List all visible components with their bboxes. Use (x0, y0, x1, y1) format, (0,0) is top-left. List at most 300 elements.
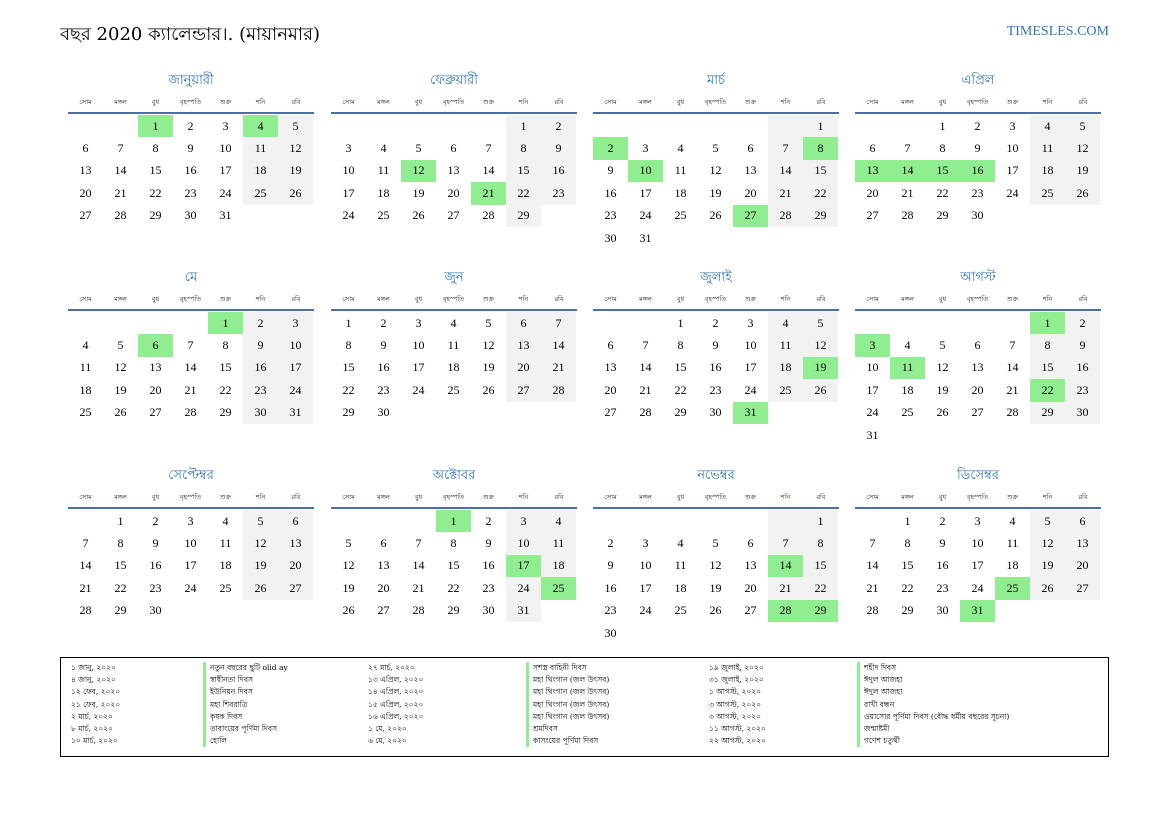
day-cell[interactable]: 22 (506, 182, 541, 204)
day-cell[interactable]: 29 (936, 208, 949, 223)
day-cell[interactable]: 4 (904, 338, 911, 353)
day-cell[interactable]: 11 (674, 163, 687, 178)
day-cell[interactable]: 28 (184, 405, 197, 420)
day-cell[interactable]: 11 (447, 338, 460, 353)
day-cell[interactable]: 25 (901, 405, 914, 420)
day-cell[interactable]: 2 (593, 137, 628, 159)
day-cell[interactable]: 6 (1065, 510, 1100, 532)
day-cell[interactable]: 20 (149, 382, 162, 397)
day-cell[interactable]: 19 (936, 382, 949, 397)
day-cell[interactable]: 9 (939, 536, 946, 551)
day-cell[interactable]: 1 (904, 513, 911, 528)
day-cell[interactable]: 20 (377, 580, 390, 595)
day-cell[interactable]: 15 (901, 558, 914, 573)
day-cell[interactable]: 28 (79, 603, 92, 618)
day-cell[interactable]: 6 (82, 141, 89, 156)
day-cell[interactable]: 9 (541, 137, 576, 159)
day-cell[interactable]: 11 (219, 536, 232, 551)
day-cell[interactable]: 16 (936, 558, 949, 573)
day-cell[interactable]: 14 (541, 334, 576, 356)
day-cell[interactable]: 28 (901, 208, 914, 223)
day-cell[interactable]: 18 (674, 185, 687, 200)
day-cell[interactable]: 9 (152, 536, 159, 551)
day-cell[interactable]: 26 (803, 379, 838, 401)
day-cell[interactable]: 2 (243, 312, 278, 334)
day-cell[interactable]: 11 (243, 137, 278, 159)
day-cell[interactable]: 27 (733, 205, 768, 227)
day-cell[interactable]: 22 (936, 185, 949, 200)
day-cell[interactable]: 16 (541, 160, 576, 182)
day-cell[interactable]: 27 (971, 405, 984, 420)
day-cell[interactable]: 2 (1065, 312, 1100, 334)
day-cell[interactable]: 20 (971, 382, 984, 397)
day-cell[interactable]: 3 (642, 141, 649, 156)
day-cell[interactable]: 16 (377, 360, 390, 375)
day-cell[interactable]: 12 (482, 338, 495, 353)
day-cell[interactable]: 1 (939, 118, 946, 133)
day-cell[interactable]: 17 (639, 185, 652, 200)
day-cell[interactable]: 7 (768, 137, 803, 159)
day-cell[interactable]: 10 (278, 334, 313, 356)
day-cell[interactable]: 15 (219, 360, 232, 375)
day-cell[interactable]: 15 (149, 163, 162, 178)
day-cell[interactable]: 14 (1006, 360, 1019, 375)
day-cell[interactable]: 1 (677, 315, 684, 330)
day-cell[interactable]: 6 (380, 536, 387, 551)
day-cell[interactable]: 22 (149, 185, 162, 200)
day-cell[interactable]: 8 (222, 338, 229, 353)
day-cell[interactable]: 31 (219, 208, 232, 223)
day-cell[interactable]: 18 (768, 357, 803, 379)
day-cell[interactable]: 28 (768, 600, 803, 622)
day-cell[interactable]: 25 (674, 208, 687, 223)
day-cell[interactable]: 21 (114, 185, 127, 200)
day-cell[interactable]: 12 (709, 558, 722, 573)
day-cell[interactable]: 24 (639, 208, 652, 223)
day-cell[interactable]: 10 (1006, 141, 1019, 156)
day-cell[interactable]: 14 (768, 160, 803, 182)
day-cell[interactable]: 4 (677, 141, 684, 156)
day-cell[interactable]: 31 (506, 600, 541, 622)
day-cell[interactable]: 3 (1009, 118, 1016, 133)
day-cell[interactable]: 7 (768, 532, 803, 554)
day-cell[interactable]: 28 (1006, 405, 1019, 420)
day-cell[interactable]: 30 (184, 208, 197, 223)
day-cell[interactable]: 30 (482, 603, 495, 618)
day-cell[interactable]: 13 (149, 360, 162, 375)
day-cell[interactable]: 27 (278, 577, 313, 599)
day-cell[interactable]: 17 (412, 360, 425, 375)
day-cell[interactable]: 12 (936, 360, 949, 375)
day-cell[interactable]: 9 (1065, 334, 1100, 356)
day-cell[interactable]: 23 (377, 382, 390, 397)
day-cell[interactable]: 1 (803, 510, 838, 532)
day-cell[interactable]: 17 (342, 185, 355, 200)
day-cell[interactable]: 23 (604, 603, 617, 618)
day-cell[interactable]: 22 (803, 577, 838, 599)
day-cell[interactable]: 9 (187, 141, 194, 156)
day-cell[interactable]: 14 (866, 558, 879, 573)
day-cell[interactable]: 15 (674, 360, 687, 375)
day-cell[interactable]: 27 (149, 405, 162, 420)
day-cell[interactable]: 13 (1065, 532, 1100, 554)
day-cell[interactable]: 20 (447, 185, 460, 200)
day-cell[interactable]: 3 (278, 312, 313, 334)
day-cell[interactable]: 28 (114, 208, 127, 223)
day-cell[interactable]: 25 (995, 577, 1030, 599)
day-cell[interactable]: 29 (1030, 402, 1065, 424)
day-cell[interactable]: 17 (506, 555, 541, 577)
day-cell[interactable]: 16 (709, 360, 722, 375)
day-cell[interactable]: 13 (744, 163, 757, 178)
day-cell[interactable]: 24 (412, 382, 425, 397)
day-cell[interactable]: 27 (866, 208, 879, 223)
day-cell[interactable]: 19 (278, 160, 313, 182)
day-cell[interactable]: 15 (925, 160, 960, 182)
day-cell[interactable]: 29 (114, 603, 127, 618)
day-cell[interactable]: 27 (79, 208, 92, 223)
day-cell[interactable]: 2 (187, 118, 194, 133)
day-cell[interactable]: 10 (506, 532, 541, 554)
day-cell[interactable]: 8 (1030, 334, 1065, 356)
day-cell[interactable]: 21 (639, 382, 652, 397)
day-cell[interactable]: 22 (342, 382, 355, 397)
day-cell[interactable]: 7 (541, 312, 576, 334)
day-cell[interactable]: 11 (768, 334, 803, 356)
day-cell[interactable]: 21 (866, 580, 879, 595)
day-cell[interactable]: 11 (541, 532, 576, 554)
day-cell[interactable]: 2 (939, 513, 946, 528)
day-cell[interactable]: 21 (79, 580, 92, 595)
site-link[interactable]: TIMESLES.COM (1006, 24, 1109, 39)
day-cell[interactable]: 1 (345, 315, 352, 330)
day-cell[interactable]: 19 (803, 357, 838, 379)
day-cell[interactable]: 8 (345, 338, 352, 353)
day-cell[interactable]: 26 (482, 382, 495, 397)
day-cell[interactable]: 22 (114, 580, 127, 595)
day-cell[interactable]: 17 (744, 360, 757, 375)
day-cell[interactable]: 26 (243, 577, 278, 599)
day-cell[interactable]: 23 (1065, 379, 1100, 401)
day-cell[interactable]: 12 (1030, 532, 1065, 554)
day-cell[interactable]: 27 (604, 405, 617, 420)
day-cell[interactable]: 1 (803, 115, 838, 137)
day-cell[interactable]: 18 (541, 555, 576, 577)
day-cell[interactable]: 21 (471, 182, 506, 204)
day-cell[interactable]: 31 (733, 402, 768, 424)
day-cell[interactable]: 21 (541, 357, 576, 379)
day-cell[interactable]: 12 (243, 532, 278, 554)
day-cell[interactable]: 24 (1006, 185, 1019, 200)
day-cell[interactable]: 24 (184, 580, 197, 595)
day-cell[interactable]: 30 (1065, 402, 1100, 424)
day-cell[interactable]: 16 (1065, 357, 1100, 379)
day-cell[interactable]: 22 (219, 382, 232, 397)
day-cell[interactable]: 5 (712, 536, 719, 551)
day-cell[interactable]: 3 (747, 315, 754, 330)
day-cell[interactable]: 28 (482, 208, 495, 223)
day-cell[interactable]: 5 (415, 141, 422, 156)
day-cell[interactable]: 17 (971, 558, 984, 573)
day-cell[interactable]: 1 (506, 115, 541, 137)
day-cell[interactable]: 22 (803, 182, 838, 204)
day-cell[interactable]: 9 (974, 141, 981, 156)
day-cell[interactable]: 18 (901, 382, 914, 397)
day-cell[interactable]: 23 (971, 185, 984, 200)
day-cell[interactable]: 30 (709, 405, 722, 420)
day-cell[interactable]: 25 (219, 580, 232, 595)
day-cell[interactable]: 25 (674, 603, 687, 618)
day-cell[interactable]: 31 (278, 402, 313, 424)
day-cell[interactable]: 23 (604, 208, 617, 223)
day-cell[interactable]: 27 (1065, 577, 1100, 599)
day-cell[interactable]: 24 (971, 580, 984, 595)
day-cell[interactable]: 13 (506, 334, 541, 356)
day-cell[interactable]: 10 (184, 536, 197, 551)
day-cell[interactable]: 10 (219, 141, 232, 156)
day-cell[interactable]: 20 (278, 555, 313, 577)
day-cell[interactable]: 26 (1030, 577, 1065, 599)
day-cell[interactable]: 7 (642, 338, 649, 353)
day-cell[interactable]: 22 (447, 580, 460, 595)
day-cell[interactable]: 5 (345, 536, 352, 551)
day-cell[interactable]: 20 (506, 357, 541, 379)
day-cell[interactable]: 2 (485, 513, 492, 528)
day-cell[interactable]: 23 (243, 379, 278, 401)
day-cell[interactable]: 17 (219, 163, 232, 178)
day-cell[interactable]: 28 (541, 379, 576, 401)
day-cell[interactable]: 22 (1030, 379, 1065, 401)
day-cell[interactable]: 21 (184, 382, 197, 397)
day-cell[interactable]: 11 (1006, 536, 1019, 551)
day-cell[interactable]: 18 (219, 558, 232, 573)
day-cell[interactable]: 3 (415, 315, 422, 330)
day-cell[interactable]: 23 (149, 580, 162, 595)
day-cell[interactable]: 26 (709, 208, 722, 223)
day-cell[interactable]: 23 (184, 185, 197, 200)
day-cell[interactable]: 4 (82, 338, 89, 353)
day-cell[interactable]: 4 (380, 141, 387, 156)
day-cell[interactable]: 18 (79, 382, 92, 397)
day-cell[interactable]: 7 (415, 536, 422, 551)
day-cell[interactable]: 14 (79, 558, 92, 573)
day-cell[interactable]: 3 (187, 513, 194, 528)
day-cell[interactable]: 1 (138, 115, 173, 137)
day-cell[interactable]: 17 (639, 580, 652, 595)
day-cell[interactable]: 9 (607, 163, 614, 178)
day-cell[interactable]: 7 (187, 338, 194, 353)
day-cell[interactable]: 6 (607, 338, 614, 353)
day-cell[interactable]: 8 (506, 137, 541, 159)
day-cell[interactable]: 30 (971, 208, 984, 223)
day-cell[interactable]: 14 (890, 160, 925, 182)
day-cell[interactable]: 6 (747, 141, 754, 156)
day-cell[interactable]: 30 (149, 603, 162, 618)
day-cell[interactable]: 4 (450, 315, 457, 330)
day-cell[interactable]: 9 (607, 558, 614, 573)
day-cell[interactable]: 14 (184, 360, 197, 375)
day-cell[interactable]: 20 (79, 185, 92, 200)
day-cell[interactable]: 7 (869, 536, 876, 551)
day-cell[interactable]: 5 (485, 315, 492, 330)
day-cell[interactable]: 26 (709, 603, 722, 618)
day-cell[interactable]: 24 (744, 382, 757, 397)
day-cell[interactable]: 5 (1030, 510, 1065, 532)
day-cell[interactable]: 12 (709, 163, 722, 178)
day-cell[interactable]: 10 (628, 160, 663, 182)
day-cell[interactable]: 2 (712, 315, 719, 330)
day-cell[interactable]: 19 (1065, 160, 1100, 182)
day-cell[interactable]: 23 (936, 580, 949, 595)
day-cell[interactable]: 27 (447, 208, 460, 223)
day-cell[interactable]: 3 (506, 510, 541, 532)
day-cell[interactable]: 15 (1030, 357, 1065, 379)
day-cell[interactable]: 8 (152, 141, 159, 156)
day-cell[interactable]: 7 (485, 141, 492, 156)
day-cell[interactable]: 19 (482, 360, 495, 375)
day-cell[interactable]: 1 (117, 513, 124, 528)
day-cell[interactable]: 27 (506, 379, 541, 401)
day-cell[interactable]: 9 (712, 338, 719, 353)
day-cell[interactable]: 5 (1065, 115, 1100, 137)
day-cell[interactable]: 14 (639, 360, 652, 375)
day-cell[interactable]: 29 (149, 208, 162, 223)
day-cell[interactable]: 13 (971, 360, 984, 375)
day-cell[interactable]: 4 (243, 115, 278, 137)
day-cell[interactable]: 30 (936, 603, 949, 618)
day-cell[interactable]: 3 (974, 513, 981, 528)
day-cell[interactable]: 20 (604, 382, 617, 397)
day-cell[interactable]: 14 (768, 555, 803, 577)
day-cell[interactable]: 2 (974, 118, 981, 133)
day-cell[interactable]: 25 (1030, 182, 1065, 204)
day-cell[interactable]: 24 (866, 405, 879, 420)
day-cell[interactable]: 9 (243, 334, 278, 356)
day-cell[interactable]: 10 (412, 338, 425, 353)
day-cell[interactable]: 16 (243, 357, 278, 379)
day-cell[interactable]: 16 (149, 558, 162, 573)
day-cell[interactable]: 18 (1030, 160, 1065, 182)
day-cell[interactable]: 26 (114, 405, 127, 420)
day-cell[interactable]: 29 (674, 405, 687, 420)
day-cell[interactable]: 21 (1006, 382, 1019, 397)
day-cell[interactable]: 12 (401, 160, 436, 182)
day-cell[interactable]: 16 (184, 163, 197, 178)
day-cell[interactable]: 19 (243, 555, 278, 577)
day-cell[interactable]: 7 (82, 536, 89, 551)
day-cell[interactable]: 21 (768, 182, 803, 204)
day-cell[interactable]: 8 (904, 536, 911, 551)
day-cell[interactable]: 24 (278, 379, 313, 401)
day-cell[interactable]: 21 (901, 185, 914, 200)
day-cell[interactable]: 31 (960, 600, 995, 622)
day-cell[interactable]: 15 (803, 160, 838, 182)
day-cell[interactable]: 16 (482, 558, 495, 573)
day-cell[interactable]: 4 (1009, 513, 1016, 528)
day-cell[interactable]: 3 (345, 141, 352, 156)
day-cell[interactable]: 29 (447, 603, 460, 618)
day-cell[interactable]: 23 (709, 382, 722, 397)
day-cell[interactable]: 9 (380, 338, 387, 353)
day-cell[interactable]: 30 (604, 625, 617, 640)
day-cell[interactable]: 28 (412, 603, 425, 618)
day-cell[interactable]: 17 (278, 357, 313, 379)
day-cell[interactable]: 25 (768, 379, 803, 401)
day-cell[interactable]: 4 (677, 536, 684, 551)
day-cell[interactable]: 21 (768, 577, 803, 599)
day-cell[interactable]: 29 (803, 205, 838, 227)
day-cell[interactable]: 11 (1030, 137, 1065, 159)
day-cell[interactable]: 23 (482, 580, 495, 595)
day-cell[interactable]: 25 (243, 182, 278, 204)
day-cell[interactable]: 24 (639, 603, 652, 618)
day-cell[interactable]: 16 (604, 185, 617, 200)
day-cell[interactable]: 10 (342, 163, 355, 178)
day-cell[interactable]: 5 (243, 510, 278, 532)
day-cell[interactable]: 25 (541, 577, 576, 599)
day-cell[interactable]: 12 (342, 558, 355, 573)
day-cell[interactable]: 17 (184, 558, 197, 573)
day-cell[interactable]: 28 (866, 603, 879, 618)
day-cell[interactable]: 13 (447, 163, 460, 178)
day-cell[interactable]: 4 (222, 513, 229, 528)
day-cell[interactable]: 13 (744, 558, 757, 573)
day-cell[interactable]: 8 (939, 141, 946, 156)
day-cell[interactable]: 17 (866, 382, 879, 397)
day-cell[interactable]: 5 (939, 338, 946, 353)
day-cell[interactable]: 31 (639, 230, 652, 245)
day-cell[interactable]: 29 (803, 600, 838, 622)
day-cell[interactable]: 3 (222, 118, 229, 133)
day-cell[interactable]: 5 (278, 115, 313, 137)
day-cell[interactable]: 11 (674, 558, 687, 573)
day-cell[interactable]: 6 (138, 334, 173, 356)
day-cell[interactable]: 2 (607, 536, 614, 551)
day-cell[interactable]: 20 (744, 185, 757, 200)
day-cell[interactable]: 3 (642, 536, 649, 551)
day-cell[interactable]: 7 (904, 141, 911, 156)
day-cell[interactable]: 6 (974, 338, 981, 353)
day-cell[interactable]: 7 (117, 141, 124, 156)
day-cell[interactable]: 1 (1030, 312, 1065, 334)
day-cell[interactable]: 11 (890, 357, 925, 379)
day-cell[interactable]: 30 (377, 405, 390, 420)
day-cell[interactable]: 10 (639, 558, 652, 573)
day-cell[interactable]: 2 (380, 315, 387, 330)
day-cell[interactable]: 29 (219, 405, 232, 420)
day-cell[interactable]: 19 (114, 382, 127, 397)
day-cell[interactable]: 26 (936, 405, 949, 420)
day-cell[interactable]: 13 (855, 160, 890, 182)
day-cell[interactable]: 26 (278, 182, 313, 204)
day-cell[interactable]: 24 (342, 208, 355, 223)
day-cell[interactable]: 5 (712, 141, 719, 156)
day-cell[interactable]: 16 (604, 580, 617, 595)
day-cell[interactable]: 4 (768, 312, 803, 334)
day-cell[interactable]: 5 (117, 338, 124, 353)
day-cell[interactable]: 14 (412, 558, 425, 573)
day-cell[interactable]: 18 (1006, 558, 1019, 573)
day-cell[interactable]: 4 (1030, 115, 1065, 137)
day-cell[interactable]: 12 (278, 137, 313, 159)
day-cell[interactable]: 15 (114, 558, 127, 573)
day-cell[interactable]: 17 (1006, 163, 1019, 178)
day-cell[interactable]: 14 (114, 163, 127, 178)
day-cell[interactable]: 13 (377, 558, 390, 573)
day-cell[interactable]: 7 (1009, 338, 1016, 353)
day-cell[interactable]: 10 (971, 536, 984, 551)
day-cell[interactable]: 22 (901, 580, 914, 595)
